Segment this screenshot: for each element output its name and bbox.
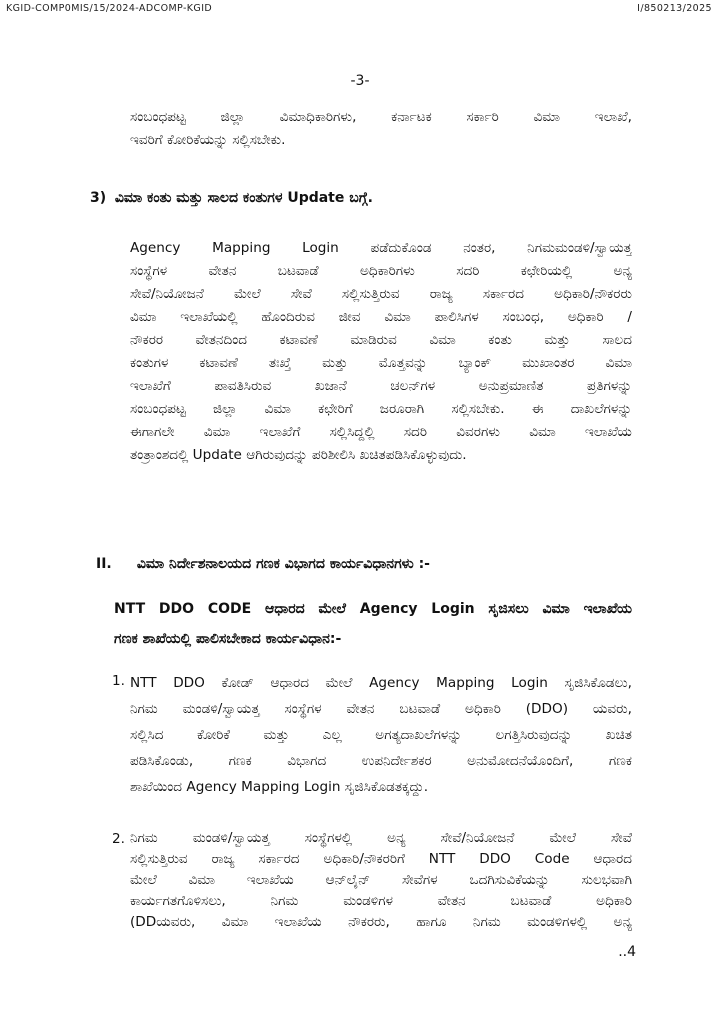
- text-line: ಇವರಿಗೆ ಕೋರಿಕೆಯನ್ನು ಸಲ್ಲಿಸಬೇಕು.: [130, 132, 286, 148]
- section-3-heading: [90, 190, 373, 206]
- text-line: ಸಂಬಂಧಪಟ್ಟ ಜಿಲ್ಲಾ ವಿಮಾ ಕಛೇರಿಗೆ ಜರೂರಾಗಿ ಸಲ್ಲಿಸಬೇಕು. ಈ ದಾಖಲೆಗಳನ್ನು: [130, 401, 632, 417]
- text-line: ಪಡಿಸಿಕೊಂಡು, ಗಣಕ ವಿಭಾಗದ ಉಪನಿರ್ದೇಶಕರ ಅನುಮೋದನೆಯೊಂದಿಗೆ, ಗಣಕ: [130, 753, 632, 769]
- list-item: [112, 828, 632, 933]
- text-line: NTT DDO ಕೋಡ್ ಆಧಾರದ ಮೇಲೆ Agency Mapping Login ಸೃಜಿಸಿಕೊಡಲು,: [130, 675, 632, 691]
- text-line: ಶಾಖೆಯಿಂದ Agency Mapping Login ಸೃಜಿಸಿಕೊಡತಕ್ಕದ್ದು.: [130, 779, 429, 795]
- continuation-marker: ..4: [618, 944, 636, 960]
- text-line: ಸಲ್ಲಿಸುತ್ತಿರುವ ರಾಜ್ಯ ಸರ್ಕಾರದ ಅಧಿಕಾರಿ/ನೌಕರರಿಗೆ NTT DDO Code ಆಧಾರದ: [130, 851, 632, 867]
- section-title: ವಿಮಾ ಕಂತು ಮತ್ತು ಸಾಲದ ಕಂತುಗಳ Update ಬಗ್ಗೆ.: [114, 190, 373, 206]
- item-number: 2.: [112, 831, 125, 847]
- text-line: ಸಲ್ಲಿಸಿದ ಕೋರಿಕೆ ಮತ್ತು ಎಲ್ಲ ಅಗತ್ಯದಾಖಲೆಗಳನ್ನು ಲಗತ್ತಿಸಿರುವುದನ್ನು ಖಚಿತ: [130, 727, 632, 743]
- section-number: II.: [96, 556, 112, 572]
- text-line: NTT DDO CODE ಆಧಾರದ ಮೇಲೆ Agency Login ಸೃಜಿಸಲು ವಿಮಾ ಇಲಾಖೆಯ: [114, 601, 632, 617]
- section-number: 3): [90, 190, 107, 206]
- text-line: ಸಂಸ್ಥೆಗಳ ವೇತನ ಬಟವಾಡೆ ಅಧಿಕಾರಿಗಳು ಸದರಿ ಕಛೇರಿಯಲ್ಲಿ ಅನ್ಯ: [130, 263, 632, 279]
- intro-paragraph: [130, 106, 632, 152]
- text-line: ವಿಮಾ ಇಲಾಖೆಯಲ್ಲಿ ಹೊಂದಿರುವ ಜೀವ ವಿಮಾ ಪಾಲಿಸಿಗಳ ಸಂಬಂಧ, ಅಧಿಕಾರಿ /: [130, 309, 632, 325]
- section-title: ವಿಮಾ ನಿರ್ದೇಶನಾಲಯದ ಗಣಕ ವಿಭಾಗದ ಕಾರ್ಯವಿಧಾನಗಳು :-: [136, 556, 430, 572]
- text-line: ಈಗಾಗಲೇ ವಿಮಾ ಇಲಾಖೆಗೆ ಸಲ್ಲಿಸಿದ್ದಲ್ಲಿ ಸದರಿ ವಿವರಗಳು ವಿಮಾ ಇಲಾಖೆಯ: [130, 424, 632, 440]
- item-number: 1.: [112, 673, 125, 689]
- section-3-paragraph: [130, 237, 632, 467]
- text-line: ನಿಗಮ ಮಂಡಳಿ/ಸ್ವಾಯತ್ತ ಸಂಸ್ಥೆಗಳಲ್ಲಿ ಅನ್ಯ ಸೇವೆ/ನಿಯೋಜನೆ ಮೇಲೆ ಸೇವೆ: [130, 830, 632, 846]
- text-line: ಕಾರ್ಯಗತಗೊಳಿಸಲು, ನಿಗಮ ಮಂಡಳಿಗಳ ವೇತನ ಬಟವಾಡೆ ಅಧಿಕಾರಿ: [130, 893, 632, 909]
- text-line: ಸಂಬಂಧಪಟ್ಟ ಜಿಲ್ಲಾ ವಿಮಾಧಿಕಾರಿಗಳು, ಕರ್ನಾಟಕ ಸರ್ಕಾರಿ ವಿಮಾ ಇಲಾಖೆ,: [130, 109, 632, 125]
- text-line: ಸೇವೆ/ನಿಯೋಜನೆ ಮೇಲೆ ಸೇವೆ ಸಲ್ಲಿಸುತ್ತಿರುವ ರಾಜ್ಯ ಸರ್ಕಾರದ ಅಧಿಕಾರಿ/ನೌಕರರು: [130, 286, 632, 302]
- page-number: -3-: [350, 73, 370, 89]
- text-line: ನೌಕರರ ವೇತನದಿಂದ ಕಟಾವಣೆ ಮಾಡಿರುವ ವಿಮಾ ಕಂತು ಮತ್ತು ಸಾಲದ: [130, 332, 632, 348]
- section-II-subheading: [114, 594, 632, 654]
- list-item: [112, 670, 632, 800]
- text-line: Agency Mapping Login ಪಡೆದುಕೊಂಡ ನಂತರ, ನಿಗಮಮಂಡಳಿ/ಸ್ವಾಯತ್ತ: [130, 240, 632, 256]
- text-line: ತಂತ್ರಾಂಶದಲ್ಲಿ Update ಆಗಿರುವುದನ್ನು ಪರಿಶೀಲಿಸಿ ಖಚಿತಪಡಿಸಿಕೊಳ್ಳುವುದು.: [130, 447, 467, 463]
- text-line: ಗಣಕ ಶಾಖೆಯಲ್ಲಿ ಪಾಲಿಸಬೇಕಾದ ಕಾರ್ಯವಿಧಾನ:-: [114, 631, 342, 647]
- text-line: ಮೇಲೆ ವಿಮಾ ಇಲಾಖೆಯ ಆನ್‌ಲೈನ್ ಸೇವೆಗಳ ಒದಗಿಸುವಿಕೆಯನ್ನು ಸುಲಭವಾಗಿ: [130, 872, 632, 888]
- section-II-heading: [96, 556, 430, 572]
- text-line: (DDಯವರು, ವಿಮಾ ಇಲಾಖೆಯ ನೌಕರರು, ಹಾಗೂ ನಿಗಮ ಮಂಡಳಿಗಳಲ್ಲಿ ಅನ್ಯ: [130, 914, 632, 930]
- text-line: ನಿಗಮ ಮಂಡಳಿ/ಸ್ವಾಯತ್ತ ಸಂಸ್ಥೆಗಳ ವೇತನ ಬಟವಾಡೆ ಅಧಿಕಾರಿ (DDO) ಯವರು,: [130, 701, 632, 717]
- text-line: ಕಂತುಗಳ ಕಟಾವಣೆ ತಃಖ್ತೆ ಮತ್ತು ಮೊತ್ತವನ್ನು ಬ್ಯಾಂಕ್ ಮುಖಾಂತರ ವಿಮಾ: [130, 355, 632, 371]
- file-reference: KGID-COMP0MIS/15/2024-ADCOMP-KGID: [6, 3, 213, 14]
- text-line: ಇಲಾಖೆಗೆ ಪಾವತಿಸಿರುವ ಖಜಾನೆ ಚಲನ್‌ಗಳ ಅನುಪ್ರಮಾಣಿತ ಪ್ರತಿಗಳನ್ನು: [130, 378, 632, 394]
- document-number: I/850213/2025: [637, 3, 712, 14]
